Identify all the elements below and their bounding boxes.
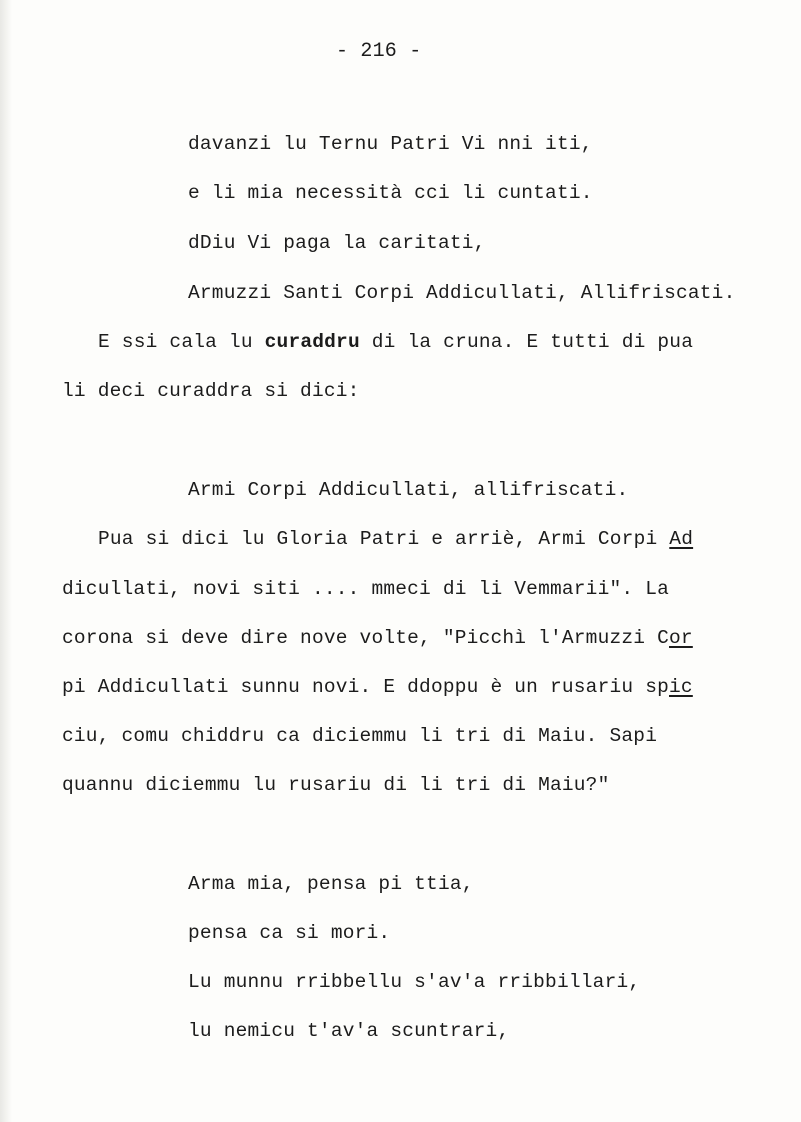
prose-text: Pua si dici lu Gloria Patri e arriè, Armi Corpi <box>98 528 670 550</box>
verse-1-line-2: e li mia necessità cci li cuntati. <box>188 182 593 204</box>
underlined-text: ic <box>669 676 693 698</box>
verse-3-line-1: Arma mia, pensa pi ttia, <box>188 873 474 895</box>
page-edge-shadow <box>0 0 12 1122</box>
underlined-text: or <box>669 627 693 649</box>
prose-2-line-5: ciu, comu chiddru ca diciemmu li tri di Maiu. Sapi <box>62 725 658 747</box>
underlined-text: Ad <box>669 528 694 550</box>
verse-1-line-4: Armuzzi Santi Corpi Addicullati, Allifriscati. <box>188 282 736 304</box>
verse-3-line-4: lu nemicu t'av'a scuntrari, <box>188 1020 510 1042</box>
page-number: - 216 - <box>336 40 422 63</box>
prose-text: di la cruna. E tutti di pua <box>359 331 694 353</box>
verse-1-line-1: davanzi lu Ternu Patri Vi nni iti, <box>188 133 593 155</box>
prose-2-line-4 <box>62 675 693 699</box>
verse-2-line-1: Armi Corpi Addicullati, allifriscati. <box>188 479 629 501</box>
prose-1-line-2: li deci curaddra si dici: <box>62 380 360 402</box>
prose-2-line-3 <box>62 626 693 650</box>
prose-2-line-2: dicullati, novi siti .... mmeci di li Vemmarii". La <box>62 578 669 600</box>
verse-3-line-2: pensa ca si mori. <box>188 922 391 944</box>
prose-1-line-1 <box>98 330 693 354</box>
bold-term: curaddru <box>264 331 360 353</box>
prose-text: corona si deve dire nove volte, "Picchì l'Armuzzi C <box>62 627 669 649</box>
prose-2-line-1 <box>98 527 693 551</box>
verse-3-line-3: Lu munnu rribbellu s'av'a rribbillari, <box>188 971 641 993</box>
verse-1-line-3: dDiu Vi paga la caritati, <box>188 232 486 254</box>
prose-text: E ssi cala lu <box>98 331 265 353</box>
prose-text: pi Addicullati sunnu novi. E ddoppu è un rusariu sp <box>62 676 669 698</box>
prose-2-line-6: quannu diciemmu lu rusariu di li tri di Maiu?" <box>62 774 610 796</box>
